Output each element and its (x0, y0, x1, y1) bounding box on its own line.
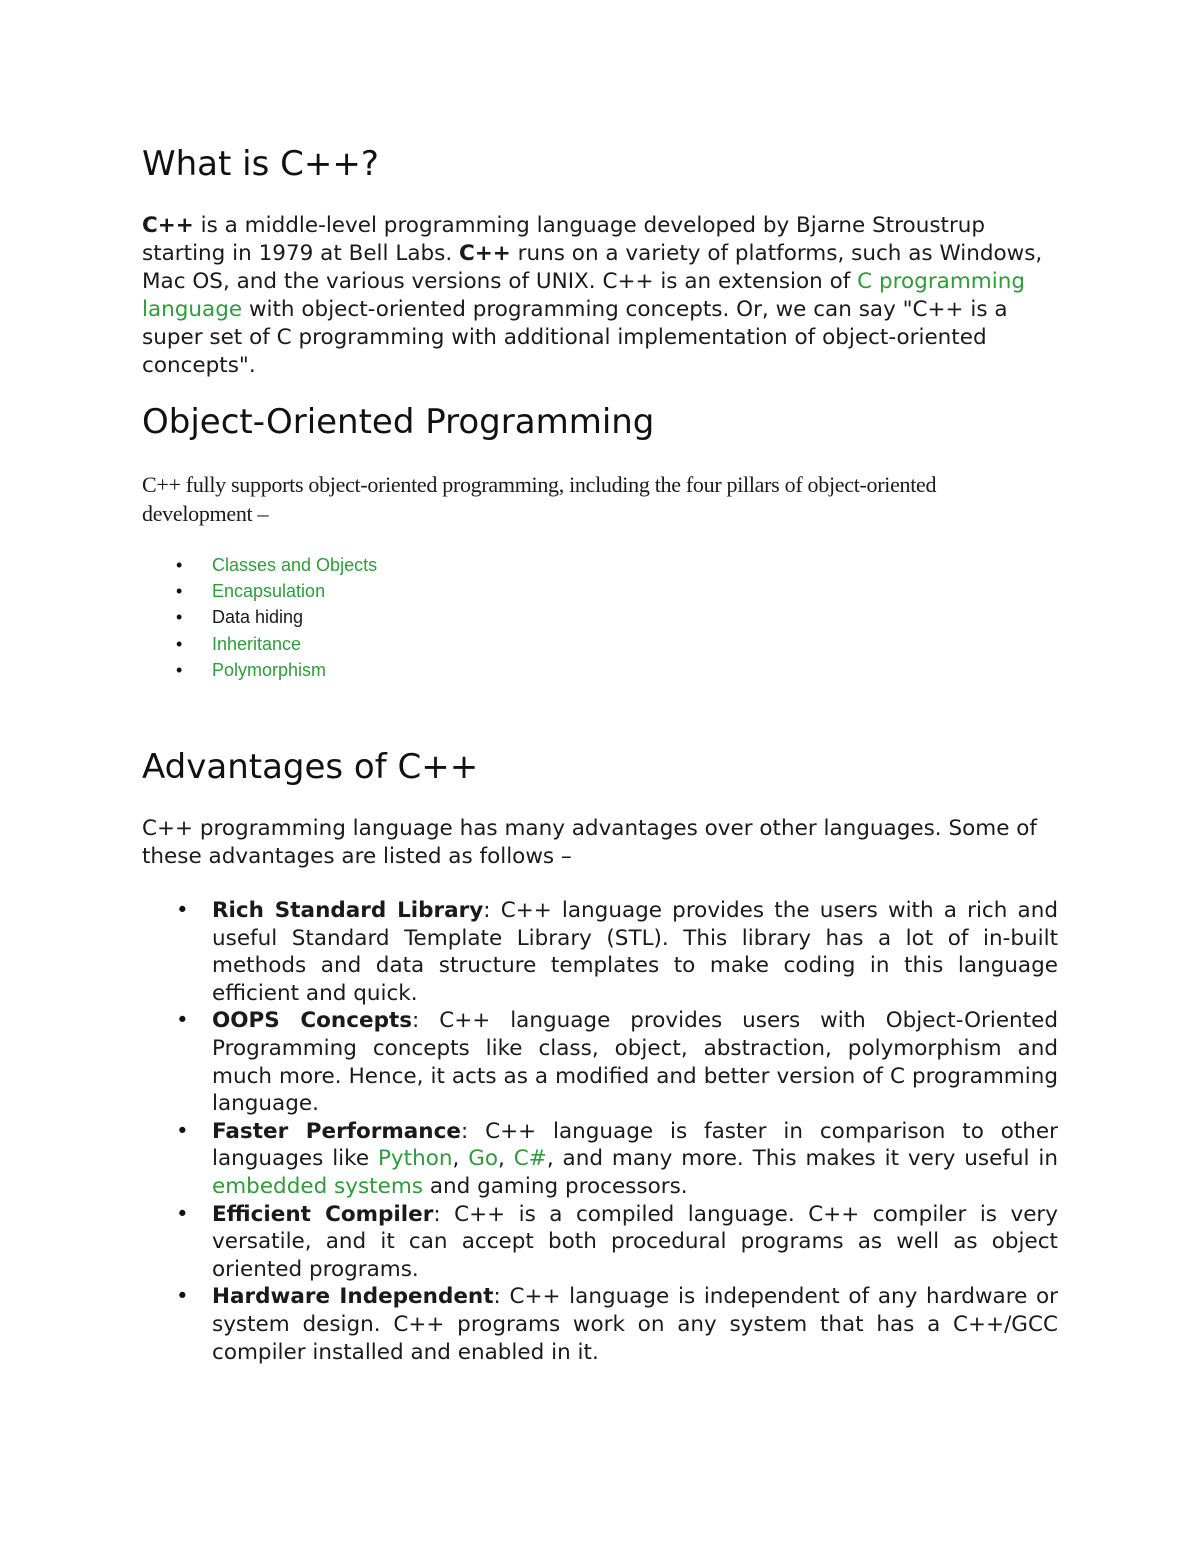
oop-paragraph: C++ fully supports object-oriented programming, including the four pillars of object-oriented development – (142, 472, 937, 526)
pillars-list (142, 552, 1058, 683)
link-go[interactable]: Go (468, 1146, 499, 1172)
list-item (142, 631, 1058, 657)
intro-paragraph (142, 212, 1062, 380)
link-python[interactable]: Python (377, 1146, 453, 1172)
pillar-data-hiding: Data hiding (212, 607, 304, 628)
heading-advantages-of-cpp: Advantages of C++ (142, 747, 479, 788)
bullet-icon: • (176, 581, 183, 602)
bullet-icon: • (176, 607, 183, 628)
advantages-paragraph: C++ programming language has many advantages over other languages. Some of these advantages are listed as follows – (142, 816, 1038, 870)
list-item (142, 552, 1058, 578)
intro-text-3: with object-oriented programming concepts. Or, we can say "C++ is a super set of C programming with additional implementation of object-oriented concepts". (142, 297, 1008, 378)
advantage-term: OOPS Concepts (212, 1008, 413, 1034)
advantage-term: Efficient Compiler (212, 1201, 434, 1227)
bold-cpp: C++ (142, 213, 194, 238)
list-item (142, 604, 1058, 630)
bullet-icon: • (176, 1118, 189, 1144)
advantage-term: Hardware Independent (212, 1284, 494, 1310)
bullet-icon: • (176, 1201, 189, 1227)
bullet-icon: • (176, 659, 183, 680)
list-item (142, 1118, 1058, 1201)
link-encapsulation[interactable]: Encapsulation (212, 581, 326, 602)
advantage-desc: , and many more. This makes it very useful in (546, 1146, 1059, 1172)
bold-cpp: C++ (459, 241, 511, 266)
link-c-programming-language[interactable]: C programming language (142, 269, 1025, 322)
advantage-term: Faster Performance (212, 1118, 461, 1144)
advantages-list (142, 897, 1058, 1366)
link-embedded-systems[interactable]: embedded systems (212, 1173, 423, 1199)
list-item (142, 1283, 1058, 1366)
intro-text-2: runs on a variety of platforms, such as Windows, Mac OS, and the various versions of UNIX. C++ is an extension of (142, 241, 1043, 294)
heading-object-oriented-programming: Object-Oriented Programming (142, 402, 655, 442)
bullet-icon: • (176, 633, 183, 654)
list-item (142, 578, 1058, 604)
intro-text-1: is a middle-level programming language developed by Bjarne Stroustrup starting in 1979 at Bell Labs. (142, 213, 986, 266)
advantage-desc: : C++ language is faster in comparison to other languages like (212, 1118, 1058, 1172)
heading-what-is-cpp: What is C++? (142, 144, 379, 184)
list-item (142, 657, 1058, 683)
advantage-desc: : C++ is a compiled language. C++ compiler is very versatile, and it can accept both procedural programs as well as object oriented programs. (212, 1201, 1058, 1282)
separator: , (498, 1146, 514, 1172)
link-inheritance[interactable]: Inheritance (212, 633, 302, 654)
advantage-term: Rich Standard Library (212, 898, 484, 924)
advantage-desc: and gaming processors. (422, 1173, 688, 1199)
link-polymorphism[interactable]: Polymorphism (212, 659, 327, 680)
link-classes-and-objects[interactable]: Classes and Objects (212, 555, 378, 575)
list-item (142, 1201, 1058, 1284)
link-csharp[interactable]: C# (513, 1146, 547, 1172)
bullet-icon: • (176, 1284, 189, 1310)
separator: , (452, 1146, 469, 1172)
list-item (142, 897, 1058, 1007)
bullet-icon: • (176, 1008, 189, 1034)
bullet-icon: • (176, 898, 189, 924)
bullet-icon: • (176, 555, 183, 575)
advantage-desc: : C++ language is independent of any hardware or system design. C++ programs work on any system that has a C++/GCC compiler installed and enabled in it. (212, 1284, 1058, 1365)
advantage-desc: : C++ language provides the users with a rich and useful Standard Template Library (STL). This library has a lot of in-built methods and data structure templates to make coding in this language efficient and quick. (212, 898, 1058, 1006)
advantage-desc: : C++ language provides users with Object-Oriented Programming concepts like class, object, abstraction, polymorphism and much more. Hence, it acts as a modified and better version of C programming language. (212, 1008, 1058, 1117)
list-item (142, 1007, 1058, 1117)
